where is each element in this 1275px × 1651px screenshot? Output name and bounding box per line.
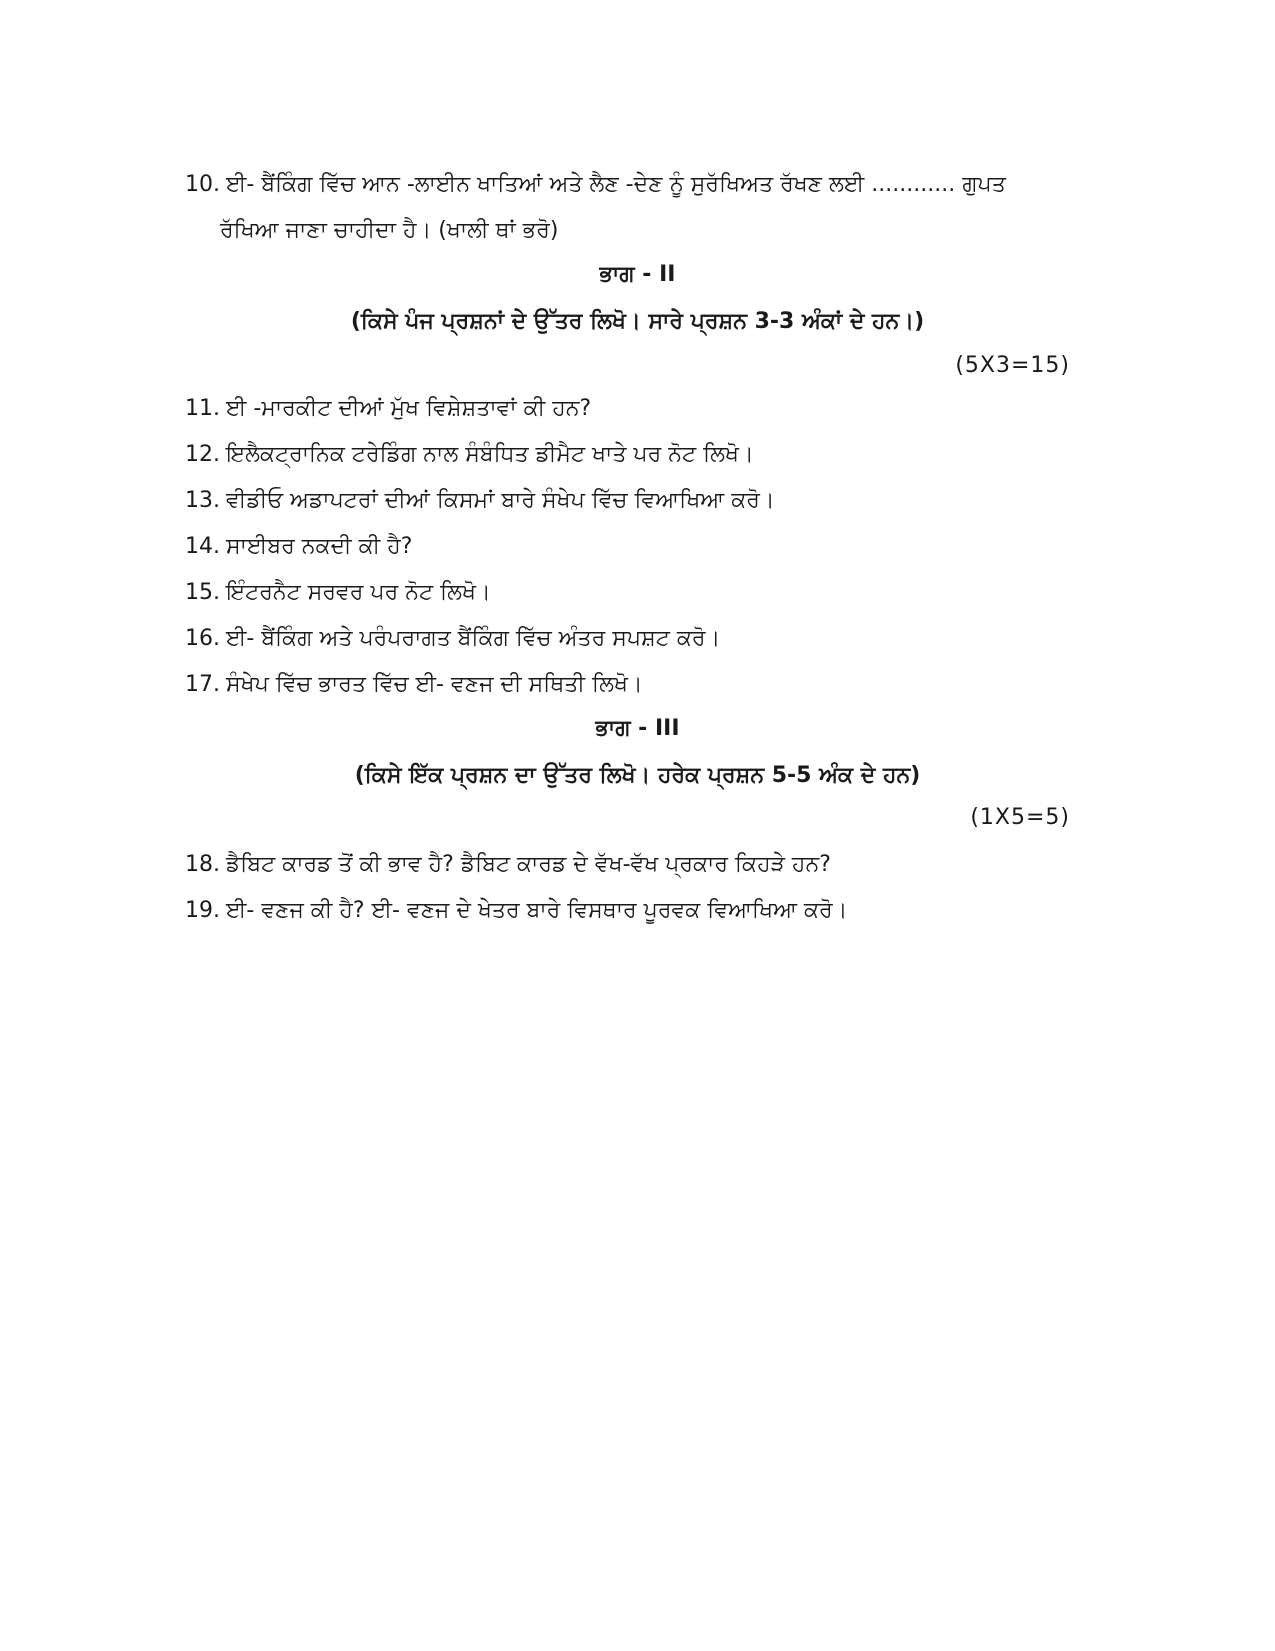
question-12	[185, 432, 1105, 478]
question-13	[185, 478, 1105, 524]
part-3-title: ਭਾਗ - III	[595, 716, 680, 741]
question-text: ਸੰਖੇਪ ਵਿੱਚ ਭਾਰਤ ਵਿੱਚ ਈ- ਵਣਜ ਦੀ ਸਥਿਤੀ ਲਿਖੋ।	[226, 672, 643, 697]
question-number: 10.	[185, 172, 220, 197]
question-text: ਵੀਡੀਓ ਅਡਾਪਟਰਾਂ ਦੀਆਂ ਕਿਸਮਾਂ ਬਾਰੇ ਸੰਖੇਪ ਵਿੱਚ ਵਿਆਖਿਆ ਕਰੋ।	[226, 488, 775, 513]
part-3-instruction: (ਕਿਸੇ ਇੱਕ ਪ੍ਰਸ਼ਨ ਦਾ ਉੱਤਰ ਲਿਖੋ। ਹਰੇਕ ਪ੍ਰਸ਼ਨ 5-5 ਅੰਕ ਦੇ ਹਨ)	[354, 763, 921, 788]
question-17	[185, 662, 1105, 708]
question-15	[185, 570, 1105, 616]
question-text: ਈ- ਵਣਜ ਕੀ ਹੈ? ਈ- ਵਣਜ ਦੇ ਖੇਤਰ ਬਾਰੇ ਵਿਸਥਾਰ ਪੂਰਵਕ ਵਿਆਖਿਆ ਕਰੋ।	[226, 898, 848, 923]
question-text: ਇੰਟਰਨੈਟ ਸਰਵਰ ਪਰ ਨੋਟ ਲਿਖੋ।	[226, 580, 491, 605]
question-text-line1: ਈ- ਬੈਂਕਿੰਗ ਵਿੱਚ ਆਨ -ਲਾਈਨ ਖਾਤਿਆਂ ਅਤੇ ਲੈਣ -ਦੇਣ ਨੂੰ ਸੁਰੱਖਿਅਤ ਰੱਖਣ ਲਈ ............ ਗੁਪਤ	[226, 172, 1006, 197]
question-11	[185, 386, 1105, 432]
question-14	[185, 524, 1105, 570]
question-number: 15.	[185, 580, 220, 605]
part-2-instruction: (ਕਿਸੇ ਪੰਜ ਪ੍ਰਸ਼ਨਾਂ ਦੇ ਉੱਤਰ ਲਿਖੋ। ਸਾਰੇ ਪ੍ਰਸ਼ਨ 3-3 ਅੰਕਾਂ ਦੇ ਹਨ।)	[350, 309, 925, 334]
question-text: ਸਾਈਬਰ ਨਕਦੀ ਕੀ ਹੈ?	[226, 534, 413, 559]
question-number: 11.	[185, 396, 220, 421]
part-2-marks: (5X3=15)	[955, 353, 1070, 378]
question-text: ਈ -ਮਾਰਕੀਟ ਦੀਆਂ ਮੁੱਖ ਵਿਸ਼ੇਸ਼ਤਾਵਾਂ ਕੀ ਹਨ?	[226, 396, 592, 421]
question-10	[185, 162, 1105, 208]
question-number: 19.	[185, 898, 220, 923]
question-number: 14.	[185, 534, 220, 559]
question-18	[185, 842, 1105, 888]
question-16	[185, 616, 1105, 662]
question-19	[185, 888, 1105, 934]
part-3-marks: (1X5=5)	[970, 805, 1070, 830]
question-text: ਈ- ਬੈਂਕਿੰਗ ਅਤੇ ਪਰੰਪਰਾਗਤ ਬੈਂਕਿੰਗ ਵਿੱਚ ਅੰਤਰ ਸਪਸ਼ਟ ਕਰੋ।	[226, 626, 721, 651]
question-text: ਇਲੈਕਟ੍ਰਾਨਿਕ ਟਰੇਡਿੰਗ ਨਾਲ ਸੰਬੰਧਿਤ ਡੀਮੈਟ ਖਾਤੇ ਪਰ ਨੋਟ ਲਿਖੋ।	[226, 442, 754, 467]
part-2-title: ਭਾਗ - II	[599, 262, 676, 287]
question-number: 13.	[185, 488, 220, 513]
question-text: ਡੈਬਿਟ ਕਾਰਡ ਤੋਂ ਕੀ ਭਾਵ ਹੈ? ਡੈਬਿਟ ਕਾਰਡ ਦੇ ਵੱਖ-ਵੱਖ ਪ੍ਰਕਾਰ ਕਿਹੜੇ ਹਨ?	[226, 852, 831, 877]
question-10-line2: ਰੱਖਿਆ ਜਾਣਾ ਚਾਹੀਦਾ ਹੈ। (ਖਾਲੀ ਥਾਂ ਭਰੋ)	[220, 218, 559, 243]
question-number: 17.	[185, 672, 220, 697]
question-number: 12.	[185, 442, 220, 467]
question-number: 18.	[185, 852, 220, 877]
question-number: 16.	[185, 626, 220, 651]
